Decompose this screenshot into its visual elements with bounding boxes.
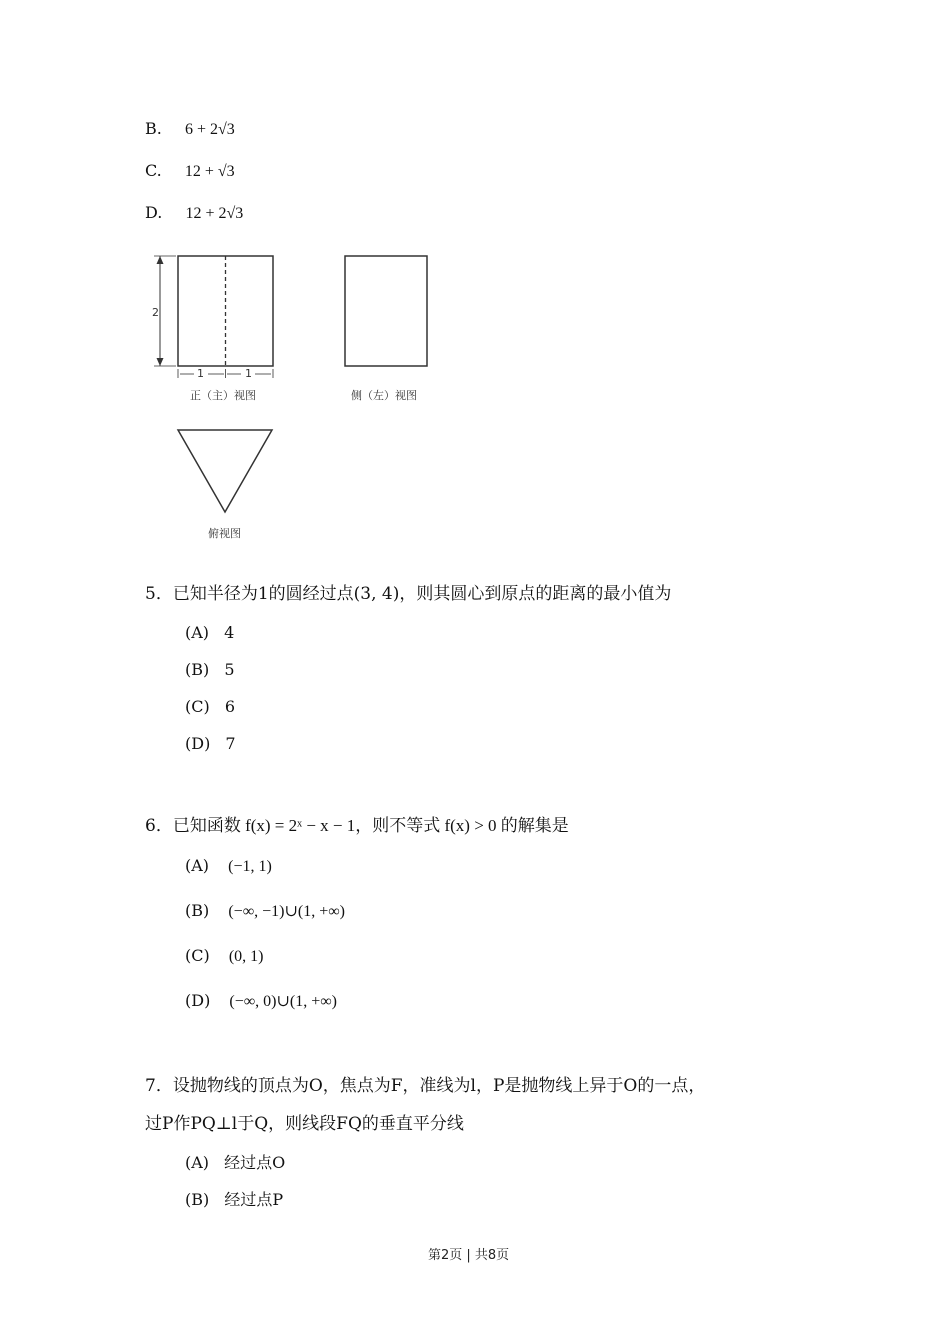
q5-stem: 5．已知半径为1的圆经过点(3, 4)，则其圆心到原点的距离的最小值为 (145, 584, 672, 604)
q7-option-b: (B) 经过点P (185, 1190, 284, 1209)
q6-stem: 6．已知函数 f(x) = 2ˣ − x − 1，则不等式 f(x) > 0 的解集是 (145, 816, 569, 836)
q7-option-a: (A) 经过点O (185, 1153, 286, 1172)
dim-left-label: 1 (197, 367, 204, 380)
side-view-rect (345, 256, 427, 366)
q6-option-a: (A) (−1, 1) (185, 856, 272, 875)
q5-option-b: (B) 5 (185, 660, 235, 679)
q5-option-c: (C) 6 (185, 697, 236, 716)
q4-option-c: C. 12 + √3 (145, 161, 235, 180)
dim-height-label: 2 (152, 306, 159, 319)
side-view-label: 侧（左）视图 (351, 389, 417, 402)
q5-option-a: (A) 4 (185, 623, 235, 642)
front-view-label: 正（主）视图 (190, 389, 256, 402)
dim-right-label: 1 (245, 367, 252, 380)
top-view-triangle (178, 430, 272, 512)
top-view-label: 俯视图 (208, 527, 241, 540)
q4-option-d: D. 12 + 2√3 (145, 203, 244, 222)
q4-option-b: B. 6 + 2√3 (145, 119, 235, 138)
q5-option-d: (D) 7 (185, 734, 236, 753)
q7-stem-line2: 过P作PQ⊥l于Q，则线段FQ的垂直平分线 (145, 1114, 464, 1134)
q6-option-c: (C) (0, 1) (185, 946, 264, 965)
q6-option-b: (B) (−∞, −1)∪(1, +∞) (185, 901, 345, 920)
q6-option-d: (D) (−∞, 0)∪(1, +∞) (185, 991, 337, 1010)
page-footer: 第2页 | 共8页 (428, 1248, 510, 1263)
q7-stem-line1: 7．设抛物线的顶点为O，焦点为F，准线为l，P是抛物线上异于O的一点， (145, 1076, 706, 1096)
